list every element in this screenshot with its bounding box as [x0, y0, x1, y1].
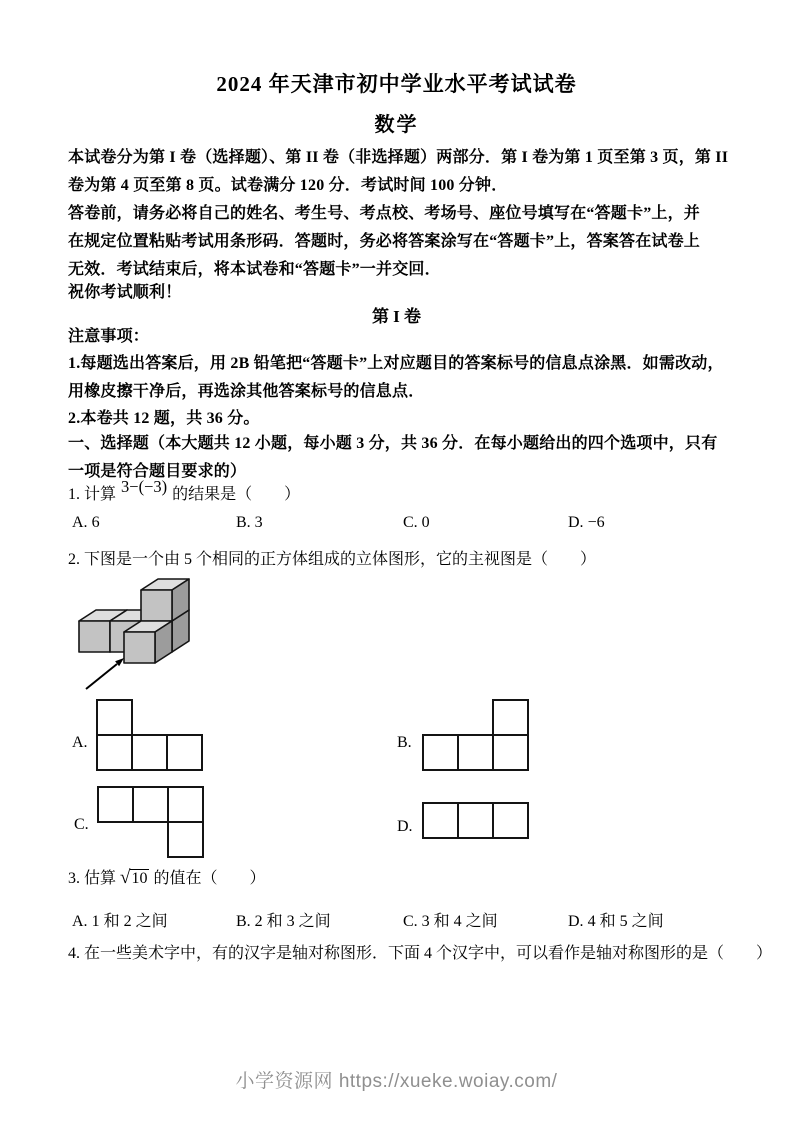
q2-option-d-figure: [421, 801, 532, 842]
section-heading-line: 一、选择题（本大题共 12 小题，每小题 3 分，共 36 分．在每小题给出的四个选项中，只有: [68, 435, 718, 452]
q3-option-b: B. 2 和 3 之间: [236, 913, 331, 930]
q1-option-b: B. 3: [236, 514, 263, 531]
question-3-stem: [68, 866, 753, 891]
q2-option-c-label: C.: [74, 816, 89, 833]
question-1-stem: [68, 477, 753, 507]
q2-option-b-label: B.: [397, 734, 412, 751]
notice-1-line: 用橡皮擦干净后，再选涂其他答案标号的信息点．: [68, 383, 425, 400]
notices-heading: 注意事项：: [68, 328, 150, 345]
q3-option-d: D. 4 和 5 之间: [568, 913, 664, 930]
q3-prefix: 3. 估算: [68, 870, 117, 887]
source-watermark: 小学资源网 https://xueke.woiay.com/: [235, 1071, 558, 1092]
subject-title: 数学: [374, 114, 419, 136]
intro-line: 无效．考试结束后，将本试卷和“答题卡”一并交回．: [68, 261, 441, 278]
q1-option-d: D. −6: [568, 514, 605, 531]
intro-line: 卷为第 4 页至第 8 页。试卷满分 120 分．考试时间 100 分钟．: [68, 177, 508, 194]
q1-option-a: A. 6: [72, 514, 100, 531]
view-direction-arrow: [86, 664, 117, 689]
q1-prefix: 1. 计算: [68, 486, 117, 503]
q2-option-b-figure: [421, 698, 532, 774]
intro-line: 在规定位置粘贴考试用条形码．答题时，务必将答案涂写在“答题卡”上，答案答在试卷上: [68, 233, 701, 250]
section-heading-line: 一项是符合题目要求的）: [68, 463, 247, 480]
notice-2: 2.本卷共 12 题，共 36 分。: [68, 410, 260, 427]
wish-line: 祝你考试顺利！: [68, 284, 182, 301]
q2-option-d-label: D.: [397, 818, 413, 835]
q1-formula: 3−(−3): [121, 477, 168, 496]
page-title: 2024 年天津市初中学业水平考试试卷: [216, 72, 577, 96]
q3-option-a: A. 1 和 2 之间: [72, 913, 168, 930]
q2-option-c-figure: [96, 785, 207, 861]
sqrt-expression: √10: [120, 867, 148, 888]
q3-suffix: 的值在（ ）: [153, 870, 266, 887]
notice-1-line: 1.每题选出答案后，用 2B 铅笔把“答题卡”上对应题目的答案标号的信息点涂黑．如需改动，: [68, 355, 724, 372]
q3-option-c: C. 3 和 4 之间: [403, 913, 498, 930]
q2-option-a-figure: [95, 698, 206, 774]
radical-sign: √: [120, 867, 131, 888]
intro-line: 答卷前，请务必将自己的姓名、考生号、考点校、考场号、座位号填写在“答题卡”上，并: [68, 205, 701, 222]
q2-option-a-label: A.: [72, 734, 88, 751]
intro-line: 本试卷分为第 I 卷（选择题）、第 II 卷（非选择题）两部分．第 I 卷为第 1 页至第 3 页，第 II: [68, 149, 729, 166]
question-2-stem: 2. 下图是一个由 5 个相同的正方体组成的立体图形，它的主视图是（ ）: [68, 551, 597, 568]
q1-suffix: 的结果是（ ）: [172, 486, 301, 503]
question-4-stem: 4. 在一些美术字中，有的汉字是轴对称图形．下面 4 个汉字中，可以看作是轴对称图形的是（ ）: [68, 945, 773, 962]
part1-heading: 第 I 卷: [371, 307, 422, 326]
q1-option-c: C. 0: [403, 514, 430, 531]
five-cubes-figure: [70, 577, 195, 699]
